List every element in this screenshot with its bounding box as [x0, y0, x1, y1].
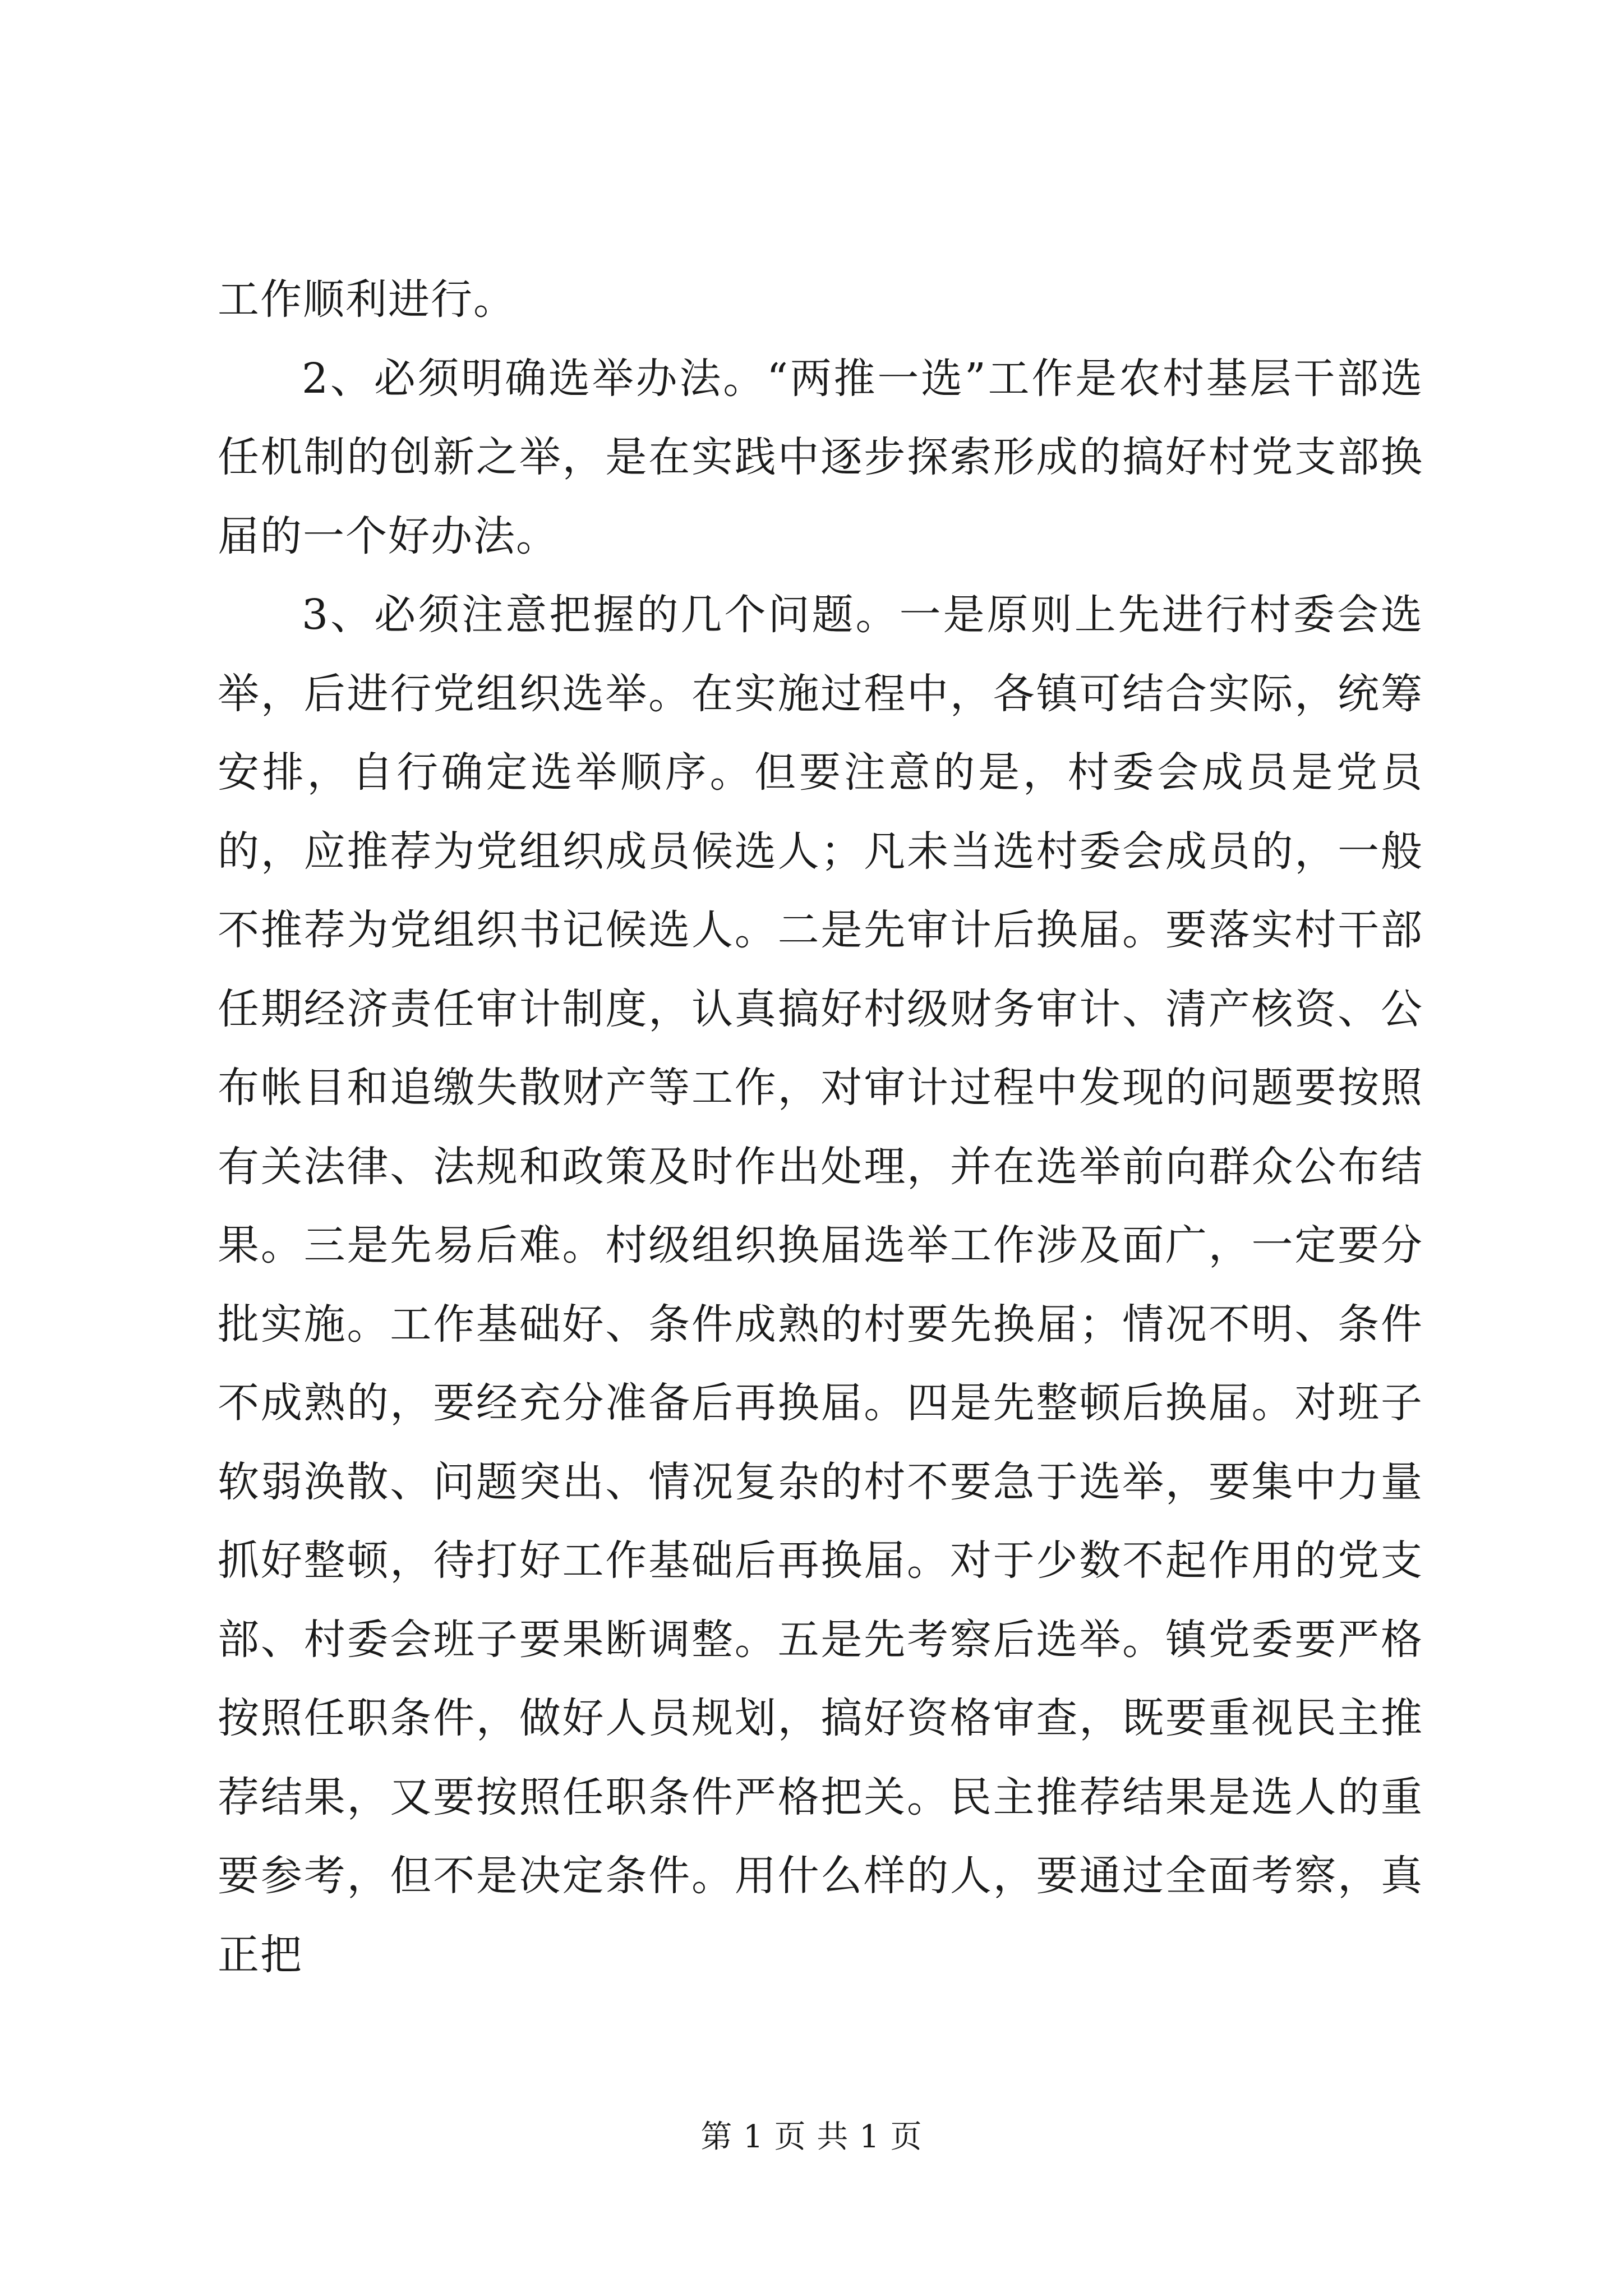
paragraph-continuation: 工作顺利进行。: [218, 275, 516, 324]
paragraph-election-method: 2、必须明确选举办法。“两推一选”工作是农村基层干部选任机制的创新之举，是在实践中逐步探索形成的搞好村党支部换届的一个好办法。: [218, 354, 1423, 560]
paragraph-key-issues: 3、必须注意把握的几个问题。一是原则上先进行村委会选举，后进行党组织选举。在实施过程中，各镇可结合实际，统筹安排，自行确定选举顺序。但要注意的是，村委会成员是党员的，应推荐为党组织成员候选人；凡未当选村委会成员的，一般不推荐为党组织书记候选人。二是先审计后换届。要落实村干部任期经济责任审计制度，认真搞好村级财务审计、清产核资、公布帐目和追缴失散财产等工作，对审计过程中发现的问题要按照有关法律、法规和政策及时作出处理，并在选举前向群众公布结果。三是先易后难。村级组织换届选举工作涉及面广，一定要分批实施。工作基础好、条件成熟的村要先换届；情况不明、条件不成熟的，要经充分准备后再换届。四是先整顿后换届。对班子软弱涣散、问题突出、情况复杂的村不要急于选举，要集中力量抓好整顿，待打好工作基础后再换届。对于少数不起作用的党支部、村委会班子要果断调整。五是先考察后选举。镇党委要严格按照任职条件，做好人员规划，搞好资格审查，既要重视民主推荐结果，又要按照任职条件严格把关。民主推荐结果是选人的重要参考，但不是决定条件。用什么样的人，要通过全面考察，真正把: [218, 591, 1423, 1979]
page-number-footer: 第 1 页 共 1 页: [700, 2119, 923, 2155]
document-body: [218, 260, 1423, 1994]
